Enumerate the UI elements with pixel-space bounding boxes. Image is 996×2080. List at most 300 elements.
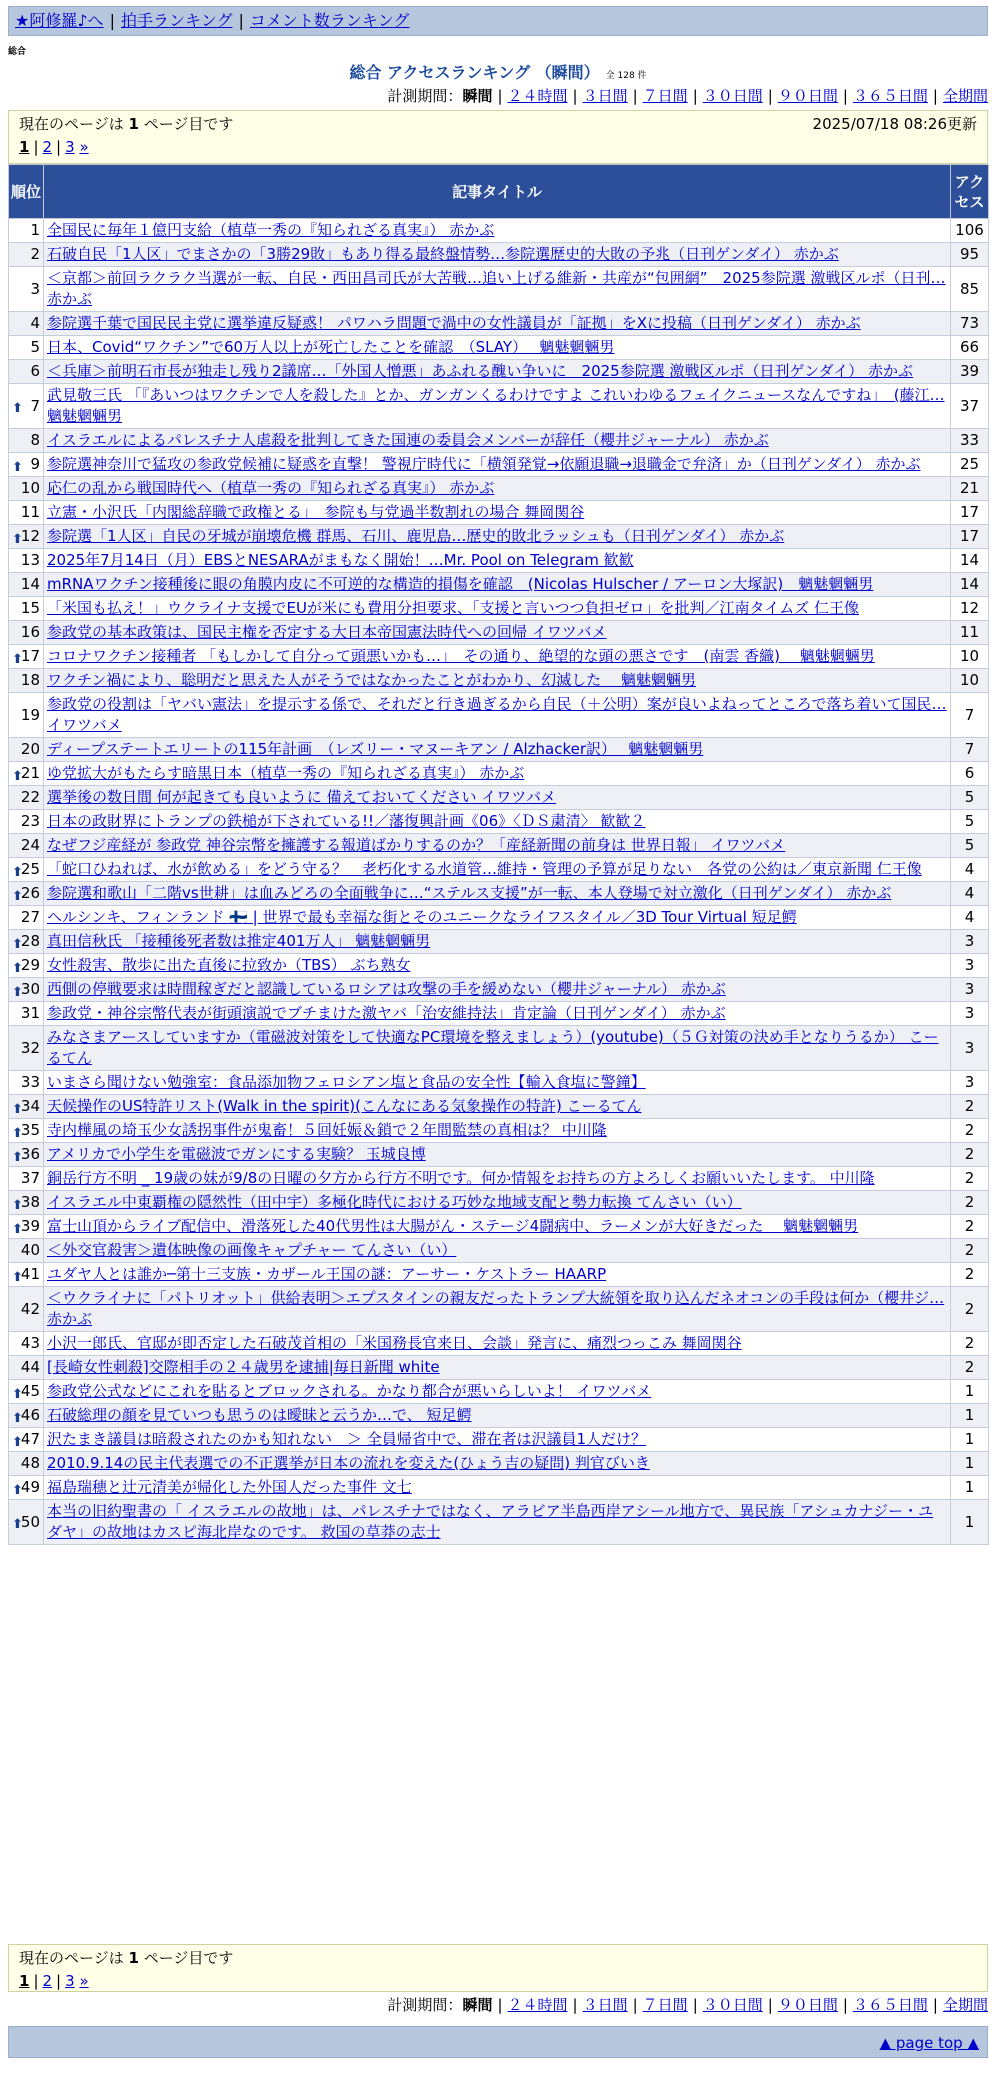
title-cell: [44, 906, 951, 930]
up-arrow-icon: ⬆: [12, 936, 23, 952]
article-link[interactable]: 石破自民「1人区」でまさかの「3勝29敗」もあり得る最終盤情勢…参院選歴史的大敗の予兆（日刊ゲンダイ） 赤かぶ: [47, 245, 839, 263]
article-link[interactable]: 本当の旧約聖書の「 イスラエルの故地」は、パレスチナではなく、アラビア半島西岸アシール地方で、異民族「アシュカナジー・ユダヤ」の故地はカスピ海北岸なのです。 救国の草莽の志士: [47, 1502, 934, 1541]
rank-cell: [9, 360, 44, 384]
table-row: [9, 1071, 989, 1095]
up-arrow-icon: ⬆: [12, 459, 23, 475]
rank-cell: [9, 243, 44, 267]
rank-cell: [9, 1287, 44, 1332]
period-separator: |: [632, 87, 638, 105]
period-separator: |: [767, 87, 773, 105]
article-link[interactable]: 参院選神奈川で猛攻の参政党候補に疑惑を直撃！ 警視庁時代に「横領発覚→依願退職→退職金で弁済」か（日刊ゲンダイ） 赤かぶ: [47, 455, 921, 473]
title-cell: [44, 1428, 951, 1452]
page-link[interactable]: 2: [42, 138, 53, 156]
article-link[interactable]: 真田信秋氏 「接種後死者数は推定401万人」 魑魅魍魎男: [47, 932, 431, 950]
access-count: 5: [951, 834, 989, 858]
up-arrow-icon: ⬆: [12, 531, 23, 547]
page-next-link[interactable]: »: [79, 1972, 89, 1990]
title-cell: [44, 1191, 951, 1215]
period-label: 計測期間：: [387, 87, 463, 105]
title-cell: [44, 1071, 951, 1095]
access-count: 3: [951, 930, 989, 954]
page-link[interactable]: 2: [42, 1972, 53, 1990]
rank-cell: [9, 477, 44, 501]
access-count: 37: [951, 384, 989, 429]
rank-cell: [9, 645, 44, 669]
table-row: [9, 477, 989, 501]
rank-number: 44: [20, 1358, 40, 1376]
table-row: [9, 1095, 989, 1119]
table-row: [9, 762, 989, 786]
period-link[interactable]: ３日間: [582, 87, 628, 105]
table-row: [9, 810, 989, 834]
page-title: [0, 60, 996, 83]
up-arrow-icon: ⬆: [12, 960, 23, 976]
comment-ranking-link[interactable]: コメント数ランキング: [249, 11, 410, 30]
rank-cell: [9, 1215, 44, 1239]
rank-cell: [9, 1380, 44, 1404]
article-link[interactable]: ＜京都＞前回ラクラク当選が一転、自民・西田昌司氏が大苦戦…追い上げる維新・共産が“包囲網” 2025参院選 激戦区ルポ（日刊… 赤かぶ: [47, 269, 946, 308]
title-cell: [44, 786, 951, 810]
access-count: 2: [951, 1287, 989, 1332]
table-row: [9, 573, 989, 597]
access-count: 2: [951, 1119, 989, 1143]
table-row: [9, 1215, 989, 1239]
pager-bottom: [8, 1944, 988, 1992]
access-count: 2: [951, 1215, 989, 1239]
rank-number: 8: [30, 431, 40, 449]
up-arrow-icon: ⬆: [12, 1386, 23, 1402]
article-link[interactable]: ゆ党拡大がもたらす暗黒日本（植草一秀の『知られざる真実』） 赤かぶ: [47, 764, 525, 782]
article-link[interactable]: 参院選和歌山「二階vs世耕」は血みどろの全面戦争に…“ステルス支援”が一転、本人登場で対立激化（日刊ゲンダイ） 赤かぶ: [47, 884, 892, 902]
article-link[interactable]: いまさら聞けない勉強室：食品添加物フェロシアン塩と食品の安全性【輸入食塩に警鐘】: [47, 1073, 646, 1091]
title-cell: [44, 453, 951, 477]
rank-cell: [9, 786, 44, 810]
access-count: 1: [951, 1452, 989, 1476]
rank-number: 23: [20, 812, 40, 830]
rank-number: 34: [20, 1097, 40, 1115]
rank-cell: [9, 1002, 44, 1026]
rank-cell: [9, 1404, 44, 1428]
access-count: 1: [951, 1428, 989, 1452]
article-link[interactable]: 参政党・神谷宗幣代表が街頭演説でブチまけた激ヤバ「治安維持法」肯定論（日刊ゲンダイ） 赤かぶ: [47, 1004, 726, 1022]
article-link[interactable]: 参院選「1人区」自民の牙城が崩壊危機 群馬、石川、鹿児島…歴史的敗北ラッシュも（日刊ゲンダイ） 赤かぶ: [47, 527, 785, 545]
rank-number: 14: [20, 575, 40, 593]
rank-cell: [9, 429, 44, 453]
article-link[interactable]: 2010.9.14の民主代表選での不正選挙が日本の流れを変えた(ひょう吉の疑問) 判官びいき: [47, 1454, 650, 1472]
rank-cell: [9, 1452, 44, 1476]
period-separator: |: [842, 87, 848, 105]
rank-number: 27: [20, 908, 40, 926]
title-cell: [44, 384, 951, 429]
title-cell: [44, 645, 951, 669]
rank-number: 12: [20, 527, 40, 545]
table-row: [9, 219, 989, 243]
access-count: 1: [951, 1380, 989, 1404]
table-row: [9, 1287, 989, 1332]
article-link[interactable]: 沢たまき議員は暗殺されたのかも知れない ＞ 全員帰省中で、滞在者は沢議員1人だけ？: [47, 1430, 647, 1448]
period-link[interactable]: ７日間: [642, 1996, 688, 2014]
rank-cell: [9, 1167, 44, 1191]
access-count: 6: [951, 762, 989, 786]
article-link[interactable]: なぜフジ産経が 参政党 神谷宗幣を擁護する報道ばかりするのか？「産経新聞の前身は 世界日報」 イワツバメ: [47, 836, 786, 854]
up-arrow-icon: ⬆: [12, 984, 23, 1000]
rank-number: 35: [20, 1121, 40, 1139]
rank-cell: [9, 1071, 44, 1095]
rank-number: 45: [20, 1382, 40, 1400]
title-cell: [44, 882, 951, 906]
period-link[interactable]: ３６５日間: [852, 1996, 928, 2014]
article-link[interactable]: ＜外交官殺害＞遺体映像の画像キャプチャー てんさい（い）: [47, 1241, 457, 1259]
rank-number: 6: [30, 362, 40, 380]
rank-cell: [9, 336, 44, 360]
article-link[interactable]: ワクチン禍により、聡明だと思えた人がそうではなかったことがわかり、幻滅した 魑魅魍魎男: [47, 671, 697, 689]
rank-cell: [9, 1476, 44, 1500]
article-link[interactable]: アメリカで小学生を電磁波でガンにする実験？ 玉城良博: [47, 1145, 426, 1163]
page-links: [19, 1971, 977, 1991]
up-arrow-icon: ⬆: [12, 1517, 23, 1532]
title-cell: [44, 525, 951, 549]
access-count: 4: [951, 858, 989, 882]
up-arrow-icon: ⬆: [12, 1149, 23, 1165]
table-row: [9, 1143, 989, 1167]
table-row: [9, 621, 989, 645]
up-arrow-icon: ⬆: [12, 401, 23, 416]
title-cell: [44, 429, 951, 453]
table-row: [9, 669, 989, 693]
home-link[interactable]: ★阿修羅♪へ: [15, 11, 104, 30]
title-cell: [44, 360, 951, 384]
period-link[interactable]: 全期間: [942, 87, 988, 105]
article-link[interactable]: 寺内樺風の埼玉少女誘拐事件が鬼畜！５回妊娠＆鎖で２年間監禁の真相は？ 中川隆: [47, 1121, 607, 1139]
title-cell: [44, 810, 951, 834]
title-cell: [44, 243, 951, 267]
period-separator: |: [497, 1996, 503, 2014]
title-cell: [44, 1287, 951, 1332]
access-count: 17: [951, 525, 989, 549]
access-count: 95: [951, 243, 989, 267]
page-link[interactable]: 3: [65, 1972, 75, 1990]
article-link[interactable]: mRNAワクチン接種後に眼の角膜内皮に不可逆的な構造的損傷を確認 (Nicolas Hulscher / アーロン大塚訳) 魑魅魍魎男: [47, 575, 874, 593]
up-arrow-icon: ⬆: [12, 1101, 23, 1117]
page-separator: |: [33, 138, 39, 156]
access-count: 2: [951, 1095, 989, 1119]
table-row: [9, 597, 989, 621]
table-row: [9, 1356, 989, 1380]
period-link[interactable]: ２４時間: [507, 87, 568, 105]
title-cell: [44, 1500, 951, 1545]
period-separator: |: [842, 1996, 848, 2014]
period-link[interactable]: ３６５日間: [852, 87, 928, 105]
table-row: [9, 1119, 989, 1143]
rank-cell: [9, 597, 44, 621]
table-row: [9, 1239, 989, 1263]
table-row: [9, 1002, 989, 1026]
rank-cell: [9, 882, 44, 906]
top-nav-bar: [8, 6, 988, 36]
rank-cell: [9, 954, 44, 978]
title-cell: [44, 219, 951, 243]
access-count: 14: [951, 549, 989, 573]
title-cell: [44, 1167, 951, 1191]
table-row: [9, 834, 989, 858]
table-row: [9, 693, 989, 738]
article-link[interactable]: みなさまアースしていますか（電磁波対策をして快適なPC環境を整えましょう）(youtube)（５Ｇ対策の決め手となりうるか） こーるてん: [47, 1028, 939, 1067]
rank-cell: [9, 384, 44, 429]
article-link[interactable]: 「米国も払え！」ウクライナ支援でEUが米にも費用分担要求、「支援と言いつつ負担ゼロ」を批判／江南タイムズ 仁王像: [47, 599, 859, 617]
rank-number: 41: [20, 1265, 40, 1283]
article-link[interactable]: 武見敬三氏 「『あいつはワクチンで人を殺した』とか、ガンガンくるわけですよ これいわゆるフェイクニュースなんですね」 (藤江… 魑魅魍魎男: [47, 386, 945, 425]
article-link[interactable]: ユダヤ人とは誰か─第十三支族・カザール王国の謎：アーサー・ケストラー HAARP: [47, 1265, 607, 1283]
article-link[interactable]: 参政党の基本政策は、国民主権を否定する大日本帝国憲法時代への回帰 イワツバメ: [47, 623, 607, 641]
access-count: 7: [951, 693, 989, 738]
page-separator: |: [33, 1972, 39, 1990]
table-row: [9, 267, 989, 312]
title-cell: [44, 477, 951, 501]
bottom-bar: [8, 2026, 988, 2058]
page-status-pre: 現在のページは: [19, 115, 124, 133]
access-count: 17: [951, 501, 989, 525]
rank-number: 49: [20, 1478, 40, 1496]
title-cell: [44, 1002, 951, 1026]
title-cell: [44, 549, 951, 573]
table-row: [9, 954, 989, 978]
clap-ranking-link[interactable]: 拍手ランキング: [120, 11, 233, 30]
article-link[interactable]: 福島瑞穂と辻元清美が帰化した外国人だった事件 文七: [47, 1478, 412, 1496]
period-link[interactable]: ３０日間: [702, 1996, 763, 2014]
access-count: 10: [951, 669, 989, 693]
rank-cell: [9, 1332, 44, 1356]
access-count: 25: [951, 453, 989, 477]
title-cell: [44, 1215, 951, 1239]
rank-cell: [9, 549, 44, 573]
table-row: [9, 1428, 989, 1452]
article-link[interactable]: 日本の政財界にトランプの鉄槌が下されている!!／藩復興計画《06》〈ＤＳ粛清〉 歓歓２: [47, 812, 646, 830]
period-link[interactable]: ３０日間: [702, 87, 763, 105]
rank-cell: [9, 501, 44, 525]
title-cell: [44, 1119, 951, 1143]
period-selector-top: [387, 86, 988, 106]
period-separator: |: [632, 1996, 638, 2014]
article-link[interactable]: 立憲・小沢氏「内閣総辞職で政権とる」 参院も与党過半数割れの場合 舞岡関谷: [47, 503, 585, 521]
table-row: [9, 336, 989, 360]
access-count: 2: [951, 1143, 989, 1167]
rank-number: 46: [20, 1406, 40, 1424]
period-link[interactable]: ７日間: [642, 87, 688, 105]
access-count: 2: [951, 1191, 989, 1215]
page-status-current: 1: [128, 115, 139, 133]
article-link[interactable]: [長崎女性刺殺]交際相手の２４歳男を逮捕|毎日新聞 white: [47, 1358, 440, 1376]
table-row: [9, 906, 989, 930]
page-current: 1: [19, 138, 30, 156]
table-row: [9, 453, 989, 477]
up-arrow-icon: ⬆: [12, 888, 23, 904]
up-arrow-icon: ⬆: [12, 651, 23, 667]
page-separator: |: [56, 138, 62, 156]
title-cell: [44, 1404, 951, 1428]
page-status: [19, 1948, 977, 1968]
rank-number: 37: [20, 1169, 40, 1187]
article-link[interactable]: 女性殺害、散歩に出た直後に拉致か（TBS） ぶち熟女: [47, 956, 411, 974]
ranking-table: [8, 164, 989, 1545]
article-link[interactable]: 参政党の役割は「ヤバい憲法」を提示する係で、それだと行き過ぎるから自民（＋公明）案が良いよねってところで落ち着いて国民… イワツバメ: [47, 695, 947, 734]
rank-number: 50: [20, 1512, 40, 1531]
table-row: [9, 645, 989, 669]
access-count: 33: [951, 429, 989, 453]
rank-number: 1: [30, 221, 40, 239]
article-link[interactable]: 「蛇口ひねれば、水が飲める」をどう守る？ 老朽化する水道管…維持・管理の予算が足りない 各党の公約は／東京新聞 仁王像: [47, 860, 922, 878]
rank-number: 16: [20, 623, 40, 641]
table-row: [9, 1404, 989, 1428]
article-link[interactable]: 選挙後の数日間 何が起きても良いように 備えておいてください イワツバメ: [47, 788, 557, 806]
period-link[interactable]: ９０日間: [777, 87, 838, 105]
rank-number: 15: [20, 599, 40, 617]
rank-number: 25: [20, 860, 40, 878]
period-separator: |: [497, 87, 503, 105]
pager-top: [8, 110, 988, 164]
article-link[interactable]: 応仁の乱から戦国時代へ（植草一秀の『知られざる真実』） 赤かぶ: [47, 479, 495, 497]
access-count: 1: [951, 1500, 989, 1545]
title-cell: [44, 762, 951, 786]
page-separator: |: [56, 1972, 62, 1990]
article-link[interactable]: 参院選千葉で国民民主党に選挙違反疑惑！ パワハラ問題で渦中の女性議員が「証拠」をXに投稿（日刊ゲンダイ） 赤かぶ: [47, 314, 861, 332]
table-row: [9, 1380, 989, 1404]
period-link[interactable]: ２４時間: [507, 1996, 568, 2014]
nav-separator: |: [238, 11, 244, 30]
access-count: 85: [951, 267, 989, 312]
access-count: 1: [951, 1476, 989, 1500]
access-count: 2: [951, 1167, 989, 1191]
rank-cell: [9, 453, 44, 477]
rank-number: 10: [20, 479, 40, 497]
table-row: [9, 1476, 989, 1500]
up-arrow-icon: ⬆: [12, 1410, 23, 1426]
title-cell: [44, 1380, 951, 1404]
rank-number: 24: [20, 836, 40, 854]
table-row: [9, 1191, 989, 1215]
page-next-link[interactable]: »: [79, 138, 89, 156]
rank-cell: [9, 1263, 44, 1287]
rank-number: 47: [20, 1430, 40, 1448]
title-cell: [44, 1356, 951, 1380]
access-count: 73: [951, 312, 989, 336]
table-row: [9, 1500, 989, 1545]
article-link[interactable]: イスラエル中東覇権の隠然性（田中宇）多極化時代における巧妙な地域支配と勢力転換 てんさい（い）: [47, 1193, 742, 1211]
page-link[interactable]: 3: [65, 138, 75, 156]
access-count: 2: [951, 1263, 989, 1287]
access-count: 2: [951, 1332, 989, 1356]
rank-number: 48: [20, 1454, 40, 1472]
rank-number: 20: [20, 740, 40, 758]
rank-cell: [9, 1143, 44, 1167]
title-cell: [44, 693, 951, 738]
rank-cell: [9, 1239, 44, 1263]
article-link[interactable]: 西側の停戦要求は時間稼ぎだと認識しているロシアは攻撃の手を緩めない（櫻井ジャーナル） 赤かぶ: [47, 980, 726, 998]
title-cell: [44, 1095, 951, 1119]
table-row: [9, 384, 989, 429]
access-count: 7: [951, 738, 989, 762]
article-link[interactable]: 石破総理の顔を見ていつも思うのは曖昧と云うか…で、 短足鰐: [47, 1406, 472, 1424]
rank-number: 2: [30, 245, 40, 263]
access-count: 3: [951, 1026, 989, 1071]
article-link[interactable]: ヘルシンキ、フィンランド 🇫🇮 | 世界で最も幸福な街とそのユニークなライフスタイル／3D Tour Virtual 短足鰐: [47, 908, 797, 926]
access-count: 4: [951, 906, 989, 930]
period-current: 瞬間: [462, 87, 493, 105]
access-header: アクセス: [951, 165, 989, 219]
title-cell: [44, 597, 951, 621]
article-link[interactable]: 全国民に毎年１億円支給（植草一秀の『知られざる真実』） 赤かぶ: [47, 221, 495, 239]
updated-time: 2025/07/18 08:26更新: [812, 115, 977, 133]
table-row: [9, 882, 989, 906]
page-status-post: ページ目です: [143, 1949, 234, 1967]
table-row: [9, 978, 989, 1002]
title-cell: [44, 834, 951, 858]
period-current: 瞬間: [462, 1996, 493, 2014]
access-count: 1: [951, 1404, 989, 1428]
period-link[interactable]: ３日間: [582, 1996, 628, 2014]
up-arrow-icon: ⬆: [12, 1125, 23, 1141]
rank-number: 28: [20, 932, 40, 950]
article-link[interactable]: 小沢一郎氏、官邸が即否定した石破茂首相の「米国務長官来日、会談」発言に、痛烈つっこみ 舞岡関谷: [47, 1334, 742, 1352]
article-link[interactable]: ディープステートエリートの115年計画 （レズリー・マヌーキアン / Alzhacker訳） 魑魅魍魎男: [47, 740, 704, 758]
rank-number: 40: [20, 1241, 40, 1259]
rank-cell: [9, 525, 44, 549]
article-link[interactable]: コロナワクチン接種者 「もしかして自分って頭悪いかも…」 その通り、絶望的な頭の悪さです (南雲 香織) 魑魅魍魎男: [47, 647, 875, 665]
access-count: 5: [951, 786, 989, 810]
article-link[interactable]: 銅岳行方不明 _ 19歳の妹が9/8の日曜の夕方から行方不明です。何か情報をお持ちの方よろしくお願いいたします。 中川隆: [47, 1169, 875, 1187]
rank-number: 32: [20, 1038, 40, 1057]
table-row: [9, 1026, 989, 1071]
rank-number: 42: [20, 1299, 40, 1318]
access-count: 2: [951, 1356, 989, 1380]
article-link[interactable]: 日本、Covid“ワクチン”で60万人以上が死亡したことを確認 （SLAY） 魑魅魍魎男: [47, 338, 615, 356]
rank-number: 11: [20, 503, 40, 521]
period-separator: |: [572, 87, 578, 105]
period-separator: |: [932, 1996, 938, 2014]
up-arrow-icon: ⬆: [12, 864, 23, 880]
title-cell: [44, 930, 951, 954]
rank-cell: [9, 906, 44, 930]
table-row: [9, 360, 989, 384]
period-separator: |: [692, 87, 698, 105]
up-arrow-icon: ⬆: [12, 768, 23, 784]
page-top-link[interactable]: ▲ page top ▲: [879, 2034, 979, 2052]
article-link[interactable]: ＜兵庫＞前明石市長が独走し残り2議席…「外国人憎悪」あふれる醜い争いに 2025参院選 激戦区ルポ（日刊ゲンダイ） 赤かぶ: [47, 362, 914, 380]
rank-cell: [9, 312, 44, 336]
article-link[interactable]: 2025年7月14日（月）EBSとNESARAがまもなく開始！…Mr. Pool on Telegram 歓歓: [47, 551, 634, 569]
rank-number: 4: [30, 314, 40, 332]
rank-cell: [9, 810, 44, 834]
period-label: 計測期間：: [387, 1996, 463, 2014]
article-link[interactable]: イスラエルによるパレスチナ人虐殺を批判してきた国連の委員会メンバーが辞任（櫻井ジャーナル） 赤かぶ: [47, 431, 769, 449]
page-status-pre: 現在のページは: [19, 1949, 124, 1967]
table-row: [9, 1167, 989, 1191]
rank-number: 9: [30, 455, 40, 473]
table-row: [9, 243, 989, 267]
article-link[interactable]: 富士山頂からライブ配信中、滑落死した40代男性は大腸がん・ステージ4闘病中、ラーメンが大好きだった 魑魅魍魎男: [47, 1217, 859, 1235]
up-arrow-icon: ⬆: [12, 1269, 23, 1285]
page-current: 1: [19, 1972, 30, 1990]
article-link[interactable]: ＜ウクライナに「パトリオット」供給表明＞エプスタインの親友だったトランプ大統領を取り込んだネオコンの手段は何か（櫻井ジ… 赤かぶ: [47, 1289, 945, 1328]
period-link[interactable]: ９０日間: [777, 1996, 838, 2014]
article-link[interactable]: 天候操作のUS特許リスト(Walk in the spirit)(こんなにある気象操作の特許) こーるてん: [47, 1097, 642, 1115]
access-count: 106: [951, 219, 989, 243]
rank-cell: [9, 834, 44, 858]
access-count: 66: [951, 336, 989, 360]
article-link[interactable]: 参政党公式などにこれを貼るとブロックされる。かなり都合が悪いらしいよ！ イワツバメ: [47, 1382, 652, 1400]
rank-cell: [9, 738, 44, 762]
up-arrow-icon: ⬆: [12, 1434, 23, 1450]
period-link[interactable]: 全期間: [942, 1996, 988, 2014]
